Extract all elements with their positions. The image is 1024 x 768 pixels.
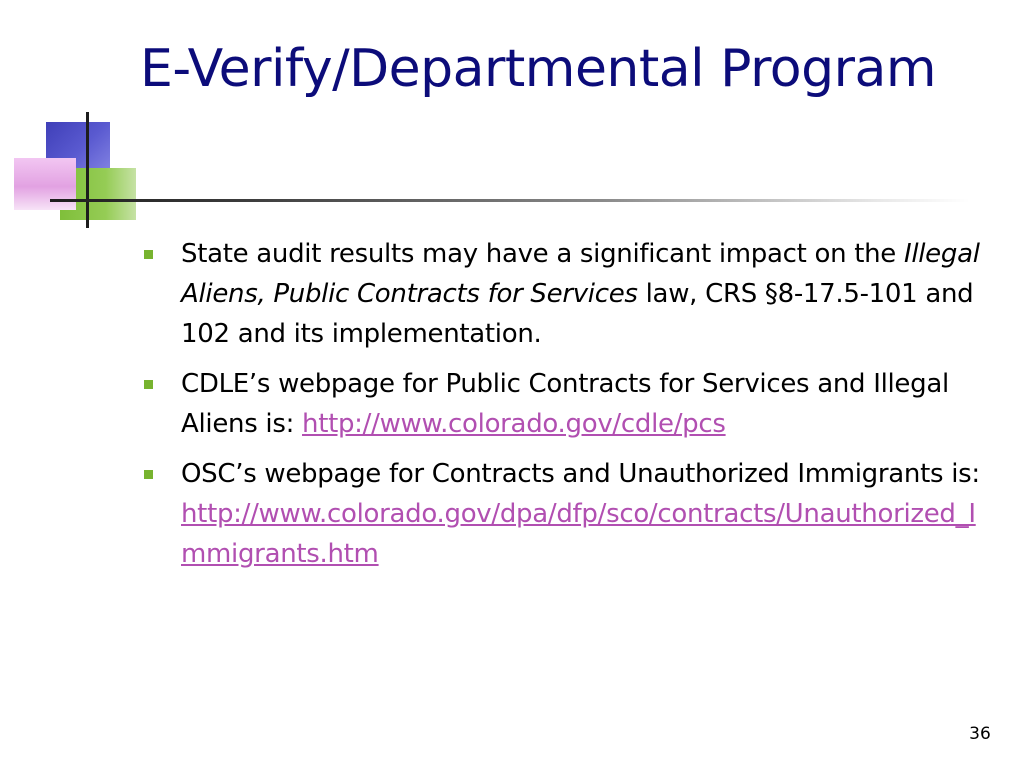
law-name-italic: Illegal Aliens, Public Contracts for Services: [181, 239, 980, 309]
title-divider-line: [50, 199, 970, 202]
bullet-square-icon: [144, 470, 153, 479]
bullet-text: State audit results may have a significant impact on the: [181, 239, 904, 269]
bullet-list: [140, 234, 1000, 584]
bullet-square-icon: [144, 250, 153, 259]
slide-title: E-Verify/Departmental Program: [140, 39, 937, 99]
osc-immigrants-link[interactable]: http://www.colorado.gov/dpa/dfp/sco/contracts/Unauthorized_Immigrants.htm: [181, 499, 976, 569]
bullet-text-continued: law, CRS §8-17.5-101 and 102 and its implementation.: [181, 279, 974, 349]
decorative-vertical-line: [86, 112, 89, 228]
decorative-pink-square: [14, 158, 76, 210]
bullet-text: OSC’s webpage for Contracts and Unauthorized Immigrants is:: [181, 459, 980, 489]
bullet-text: CDLE’s webpage for Public Contracts for Services and Illegal Aliens is:: [181, 369, 949, 439]
bullet-item-cdle-webpage: [140, 364, 1000, 444]
page-number: 36: [969, 724, 991, 744]
cdle-pcs-link[interactable]: http://www.colorado.gov/cdle/pcs: [302, 409, 726, 439]
bullet-item-osc-webpage: [140, 454, 1000, 574]
bullet-square-icon: [144, 380, 153, 389]
bullet-item-audit-results: [140, 234, 1000, 354]
